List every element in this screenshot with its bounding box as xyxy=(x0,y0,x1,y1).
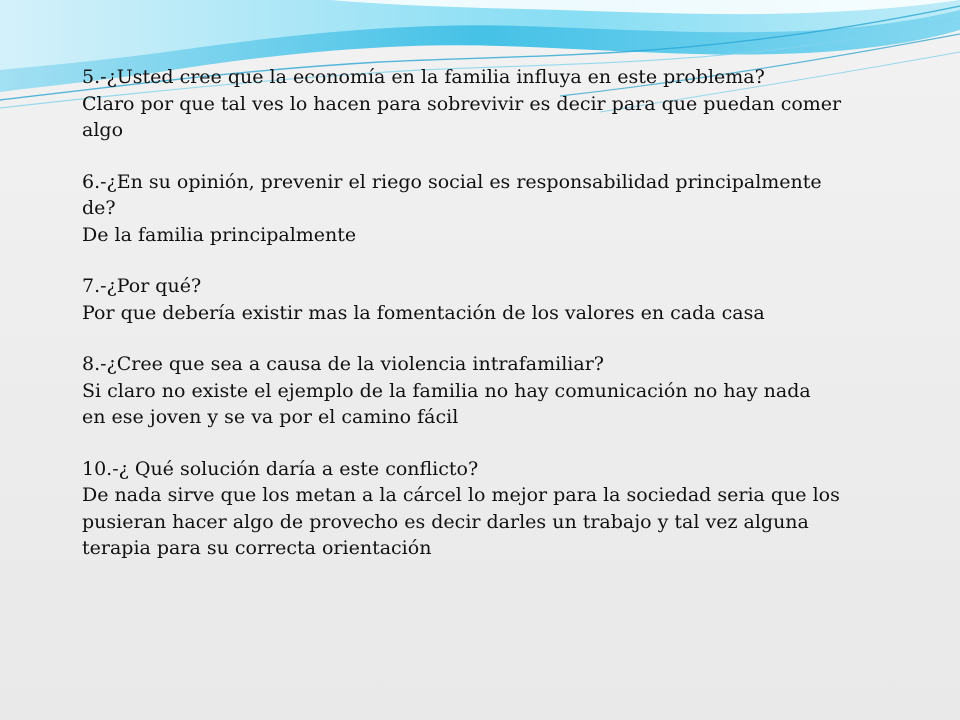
answer-5-line-1: Claro por que tal ves lo hacen para sobrevivir es decir para que puedan comer xyxy=(82,92,842,115)
qa-block-7 xyxy=(82,273,882,326)
answer-10-line-1: De nada sirve que los metan a la cárcel lo mejor para la sociedad seria que los xyxy=(82,484,840,506)
answer-10-line-2: pusieran hacer algo de provecho es decir darles un trabajo y tal vez alguna xyxy=(82,510,809,533)
answer-6: De la familia principalmente xyxy=(82,223,357,246)
qa-block-5 xyxy=(82,64,882,144)
slide-text-body xyxy=(82,64,882,587)
answer-10-line-3: terapia para su correcta orientación xyxy=(82,537,432,559)
question-6-line-2: de? xyxy=(82,197,116,219)
qa-block-8 xyxy=(82,351,882,431)
question-10: 10.-¿ Qué solución daría a este conflicto? xyxy=(82,457,479,480)
question-5: 5.-¿Usted cree que la economía en la familia influya en este problema? xyxy=(82,66,765,88)
qa-block-6 xyxy=(82,169,882,249)
question-8: 8.-¿Cree que sea a causa de la violencia intrafamiliar? xyxy=(82,353,604,375)
qa-block-10 xyxy=(82,456,882,562)
question-7: 7.-¿Por qué? xyxy=(82,275,202,297)
answer-5-line-2: algo xyxy=(82,119,124,141)
question-6-line-1: 6.-¿En su opinión, prevenir el riego social es responsabilidad principalmente xyxy=(82,170,822,193)
answer-7: Por que debería existir mas la fomentación de los valores en cada casa xyxy=(82,301,765,324)
answer-8-line-2: en ese joven y se va por el camino fácil xyxy=(82,406,459,428)
answer-8-line-1: Si claro no existe el ejemplo de la familia no hay comunicación no hay nada xyxy=(82,379,811,402)
